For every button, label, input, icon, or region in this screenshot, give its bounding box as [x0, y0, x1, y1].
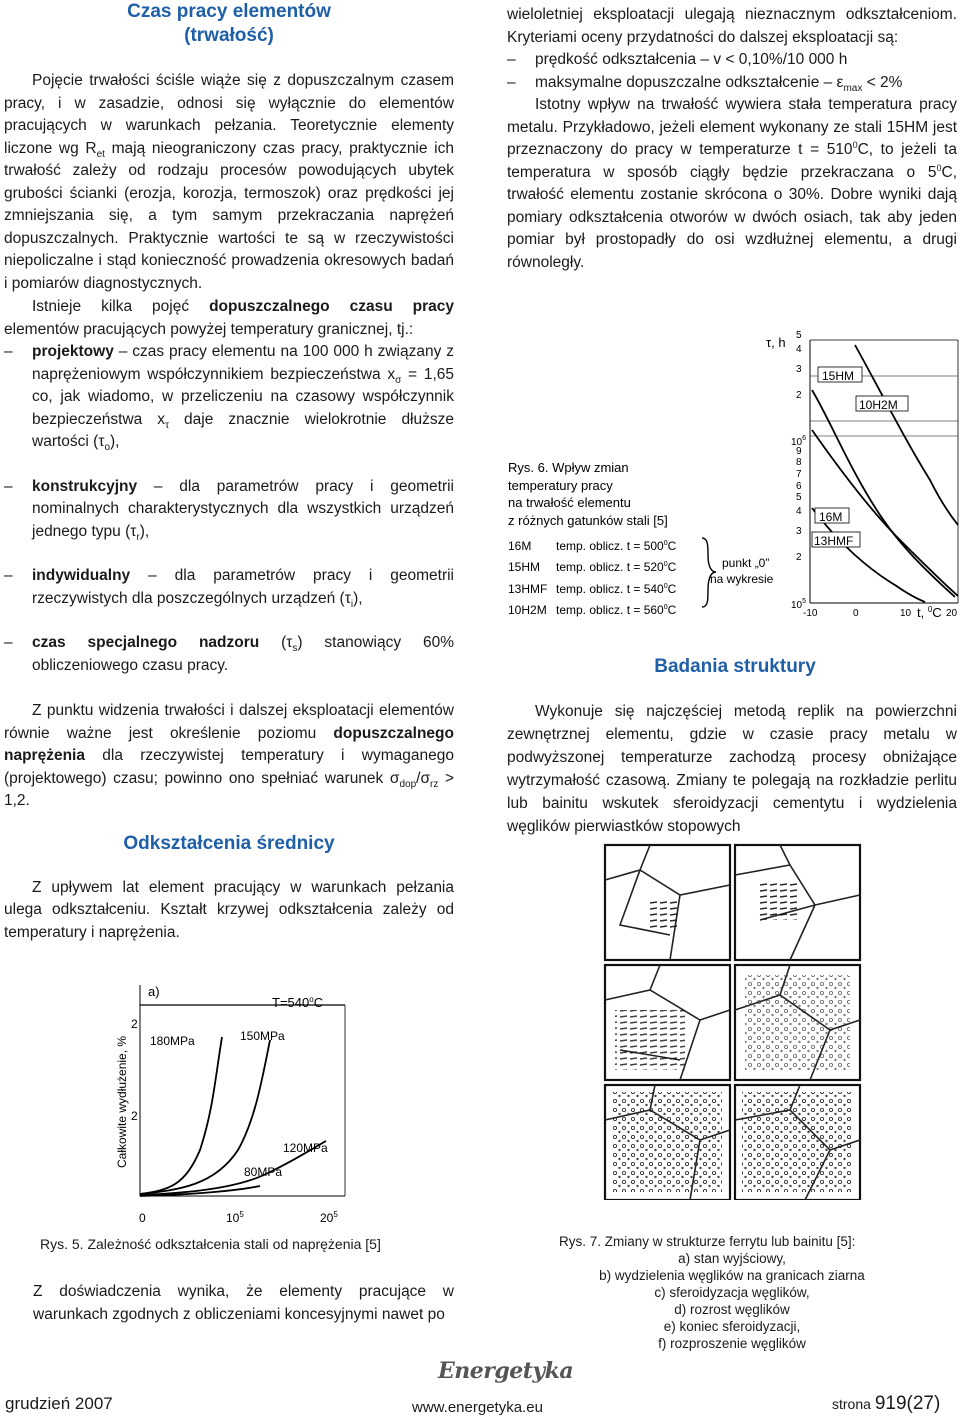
list-item-indywidualny: – indywidualny – dla parametrów pracy i geometrii rzeczywistych dla poszczególnych urządzeń $(\tau_i)$, [4, 567, 454, 610]
paragraph-kryteria: wieloletniej eksploatacji ulegają nieznacznym odkształceniom. Kryteriami oceny przydatności do dalszej eksploatacji są: [507, 6, 957, 46]
paragraph-odksztalcenie: Z upływem lat element pracujący w warunkach pełzania ulega odkształceniu. Kształt krzywej odkształcenia zależy od temperatury i naprężenia. [4, 878, 454, 941]
svg-text:20: 20 [946, 608, 958, 619]
svg-text:na wykresie: na wykresie [710, 572, 774, 586]
paragraph-trwalosc: Pojęcie trwałości ściśle wiąże się z dopuszczalnym czasem pracy, i w zasadzie, odnosi się wyłącznie do elementów pracujących w warunkach pełzania. Teoretycznie elementy liczone wg $R_{et}$ mają nieograniczony czas pracy, praktycznie ich trwałość zależy od rodzaju procesów powodujących ubytek grubości ścianki (erozja, korozja, termoszok) oraz prędkości jej zmniejszania się, a tym samym przekraczania naprężeń dopuszczalnych. Praktycznie wartości te są w rzeczywistości niepoliczalne i stąd konieczność prowadzenia okresowych badań i pomiarów diagnostycznych. [4, 72, 454, 292]
fig6-curve-label: 10H2M [859, 398, 898, 412]
fig6-table-steel: 15HM [508, 560, 541, 574]
fig5-temp: $T=540^oC$ [272, 995, 324, 1010]
fig5-caption: Rys. 5. Zależność odkształcenia stali od naprężenia [5] [40, 1236, 381, 1252]
paragraph-temperatura: Istotny wpływ na trwałość wywiera stała temperatura pracy metalu. Przykładowo, jeżeli element wykonany ze stali 15HM jest przeznaczony do pracy w temperaturze $t = 510^0C$, to jeżeli ta temperatura w sposób ciągły będzie przekraczana o $5^0C$, trwałość elementu zostanie skrócona o 30%. Dobre wyniki dają pomiary odkształcenia otworów w dwóch osiach, tak aby jeden pomiar był prostopadły do osi wzdłużnej elementu, a drugi równoległy. [507, 96, 957, 271]
list-item-konstrukcyjny: – konstrukcyjny – dla parametrów pracy i geometrii nominalnych charakterystycznych dla wszystkich urządzeń jednego typu $(\tau_r)$, [4, 477, 454, 543]
svg-text:temp. oblicz. t = 5200C: temp. oblicz. $t = 520^0C$ [556, 560, 677, 574]
fig5-curve-label: 80MPa [244, 1165, 283, 1179]
fig5-xtick: $10^5$ [226, 1210, 244, 1225]
svg-text:4: 4 [796, 344, 802, 355]
fig6-punkt: punkt „0” [722, 556, 770, 570]
svg-text:8: 8 [796, 457, 802, 468]
figure-5-chart [100, 975, 350, 1225]
section-title-odksztalcenia: Odkształcenia średnicy [123, 832, 335, 854]
fig6-xlabel: t, $^0$C [917, 605, 942, 620]
paragraph-naprezenie: Z punktu widzenia trwałości i dalszej eksploatacji elementów równie ważne jest określenie poziomu dopuszczalnego naprężenia dla rzeczywistej temperatury i wymaganego (projektowego) czasu; powinno ono spełniać warunek $\sigma_{dop}/\sigma_{rz} > 1,2$. [4, 702, 454, 809]
figure-7-microstructures [600, 840, 865, 1200]
footer-logo: Energetyka [438, 1358, 574, 1384]
fig5-curve-label: 180MPa [150, 1034, 195, 1048]
fig5-ytick: 2 [131, 1017, 138, 1031]
svg-text:105: $10^5$ [791, 598, 807, 611]
list-item-czas-nadzoru: – czas specjalnego nadzoru $(\tau_s)$ stanowiący 60% obliczeniowego czasu pracy. [4, 634, 454, 674]
svg-text:2: 2 [796, 390, 802, 401]
svg-text:temperatury pracy: temperatury pracy [508, 478, 613, 493]
fig5-xtick: $20^5$ [320, 1210, 338, 1225]
svg-text:-10: -10 [803, 608, 818, 619]
svg-text:3: 3 [796, 526, 802, 537]
list-item-maks-odksztalcenie: – maksymalne dopuszczalne odkształcenie – $\varepsilon_{max} < 2\%$ [507, 73, 903, 94]
figure-6-chart [500, 325, 960, 630]
right-column [507, 0, 957, 274]
fig6-ylabel: τ, h [766, 335, 786, 350]
svg-text:z różnych gatunków stali [5]: z różnych gatunków stali [5] [508, 513, 668, 528]
paragraph-badania: Wykonuje się najczęściej metodą replik na powierzchni zewnętrznej elementu, gdzie w czasie pracy metalu w podwyższonej temperaturze zachodzą procesy obniżające wytrzymałość czasową. Zmiany te polegają na rozkładzie perlitu lub bainitu wskutek sferoidyzacji cementytu i wydzielenia węglików pierwiastków stopowych [507, 703, 957, 835]
footer-page: strona 919(27) [832, 1393, 941, 1414]
fig6-curve-label: 13HMF [814, 534, 854, 548]
svg-text:5: 5 [796, 492, 802, 503]
fig5-curve-label: 120MPa [283, 1141, 328, 1155]
paragraph-pojecia: Istnieje kilka pojęć dopuszczalnego czasu pracy elementów pracujących powyżej temperatury granicznej, tj.: [4, 298, 454, 338]
fig6-caption: Rys. 6. Wpływ zmian [508, 460, 629, 475]
svg-text:temp. oblicz. t = 5600C: temp. oblicz. $t = 560^0C$ [556, 603, 677, 617]
footer-url[interactable]: www.energetyka.eu [412, 1399, 543, 1416]
fig6-curve-label: 15HM [822, 369, 855, 383]
svg-text:na trwałość elementu: na trwałość elementu [508, 495, 631, 510]
svg-text:10: 10 [900, 608, 912, 619]
svg-text:3: 3 [796, 364, 802, 375]
svg-text:2: 2 [796, 552, 802, 563]
fig5-xtick: 0 [139, 1211, 146, 1225]
fig5-ytick: 2 [131, 1109, 138, 1123]
fig6-table-steel: 13HMF [508, 582, 548, 596]
left-column [4, 0, 454, 944]
footer-date: grudzień 2007 [5, 1394, 113, 1413]
list-item-predkosc: – prędkość odkształcenia – v < 0,10%/10 000 h [507, 51, 848, 68]
svg-text:temp. oblicz. t = 5000C: temp. oblicz. $t = 500^0C$ [556, 539, 677, 553]
svg-text:0: 0 [853, 608, 859, 619]
fig5-panel-label: a) [148, 984, 160, 999]
svg-text:5: 5 [796, 330, 802, 341]
svg-text:4: 4 [796, 506, 802, 517]
svg-text:106: $10^6$ [791, 435, 807, 448]
svg-text:9: 9 [796, 446, 802, 457]
svg-text:temp. oblicz. t = 5400C: temp. oblicz. $t = 540^0C$ [556, 582, 677, 596]
svg-text:7: 7 [796, 469, 802, 480]
fig7-caption: Rys. 7. Zmiany w strukturze ferrytu lub bainitu [5]: a) stan wyjściowy, b) wydzielenia węglików na granicach ziarna c) sferoidyzacja węglików, d) rozrost węglików e) koniec sferoidyzacji, f) rozproszenie węglików [559, 1234, 865, 1351]
section-title-badania-struktury: Badania struktury [654, 656, 816, 677]
svg-text:6: 6 [796, 481, 802, 492]
paragraph-doswiadczenie: Z doświadczenia wynika, że elementy pracujące w warunkach zgodnych z obliczeniami koncesyjnymi nawet po [33, 1283, 454, 1323]
fig5-curve-label: 150MPa [240, 1029, 285, 1043]
fig6-curve-label: 16M [819, 510, 843, 524]
list-item-projektowy: – projektowy – czas pracy elementu na 100 000 h związany z naprężeniowym współczynnikiem bezpieczeństwa $x_\sigma = 1,65$ co, jak wiadomo, w przeliczeniu na czasowy współczynnik bezpieczeństwa $x_\tau$ daje znacznie wielokrotnie dłuższe wartości $(\tau_o)$, [4, 343, 454, 454]
fig6-table-steel: 16M [508, 539, 532, 553]
fig5-ylabel: Całkowite wydłużenie, % [115, 1035, 129, 1168]
fig6-table-steel: 10H2M [508, 603, 547, 617]
section-title-czas-pracy: Czas pracy elementów (trwałość) [127, 1, 331, 46]
